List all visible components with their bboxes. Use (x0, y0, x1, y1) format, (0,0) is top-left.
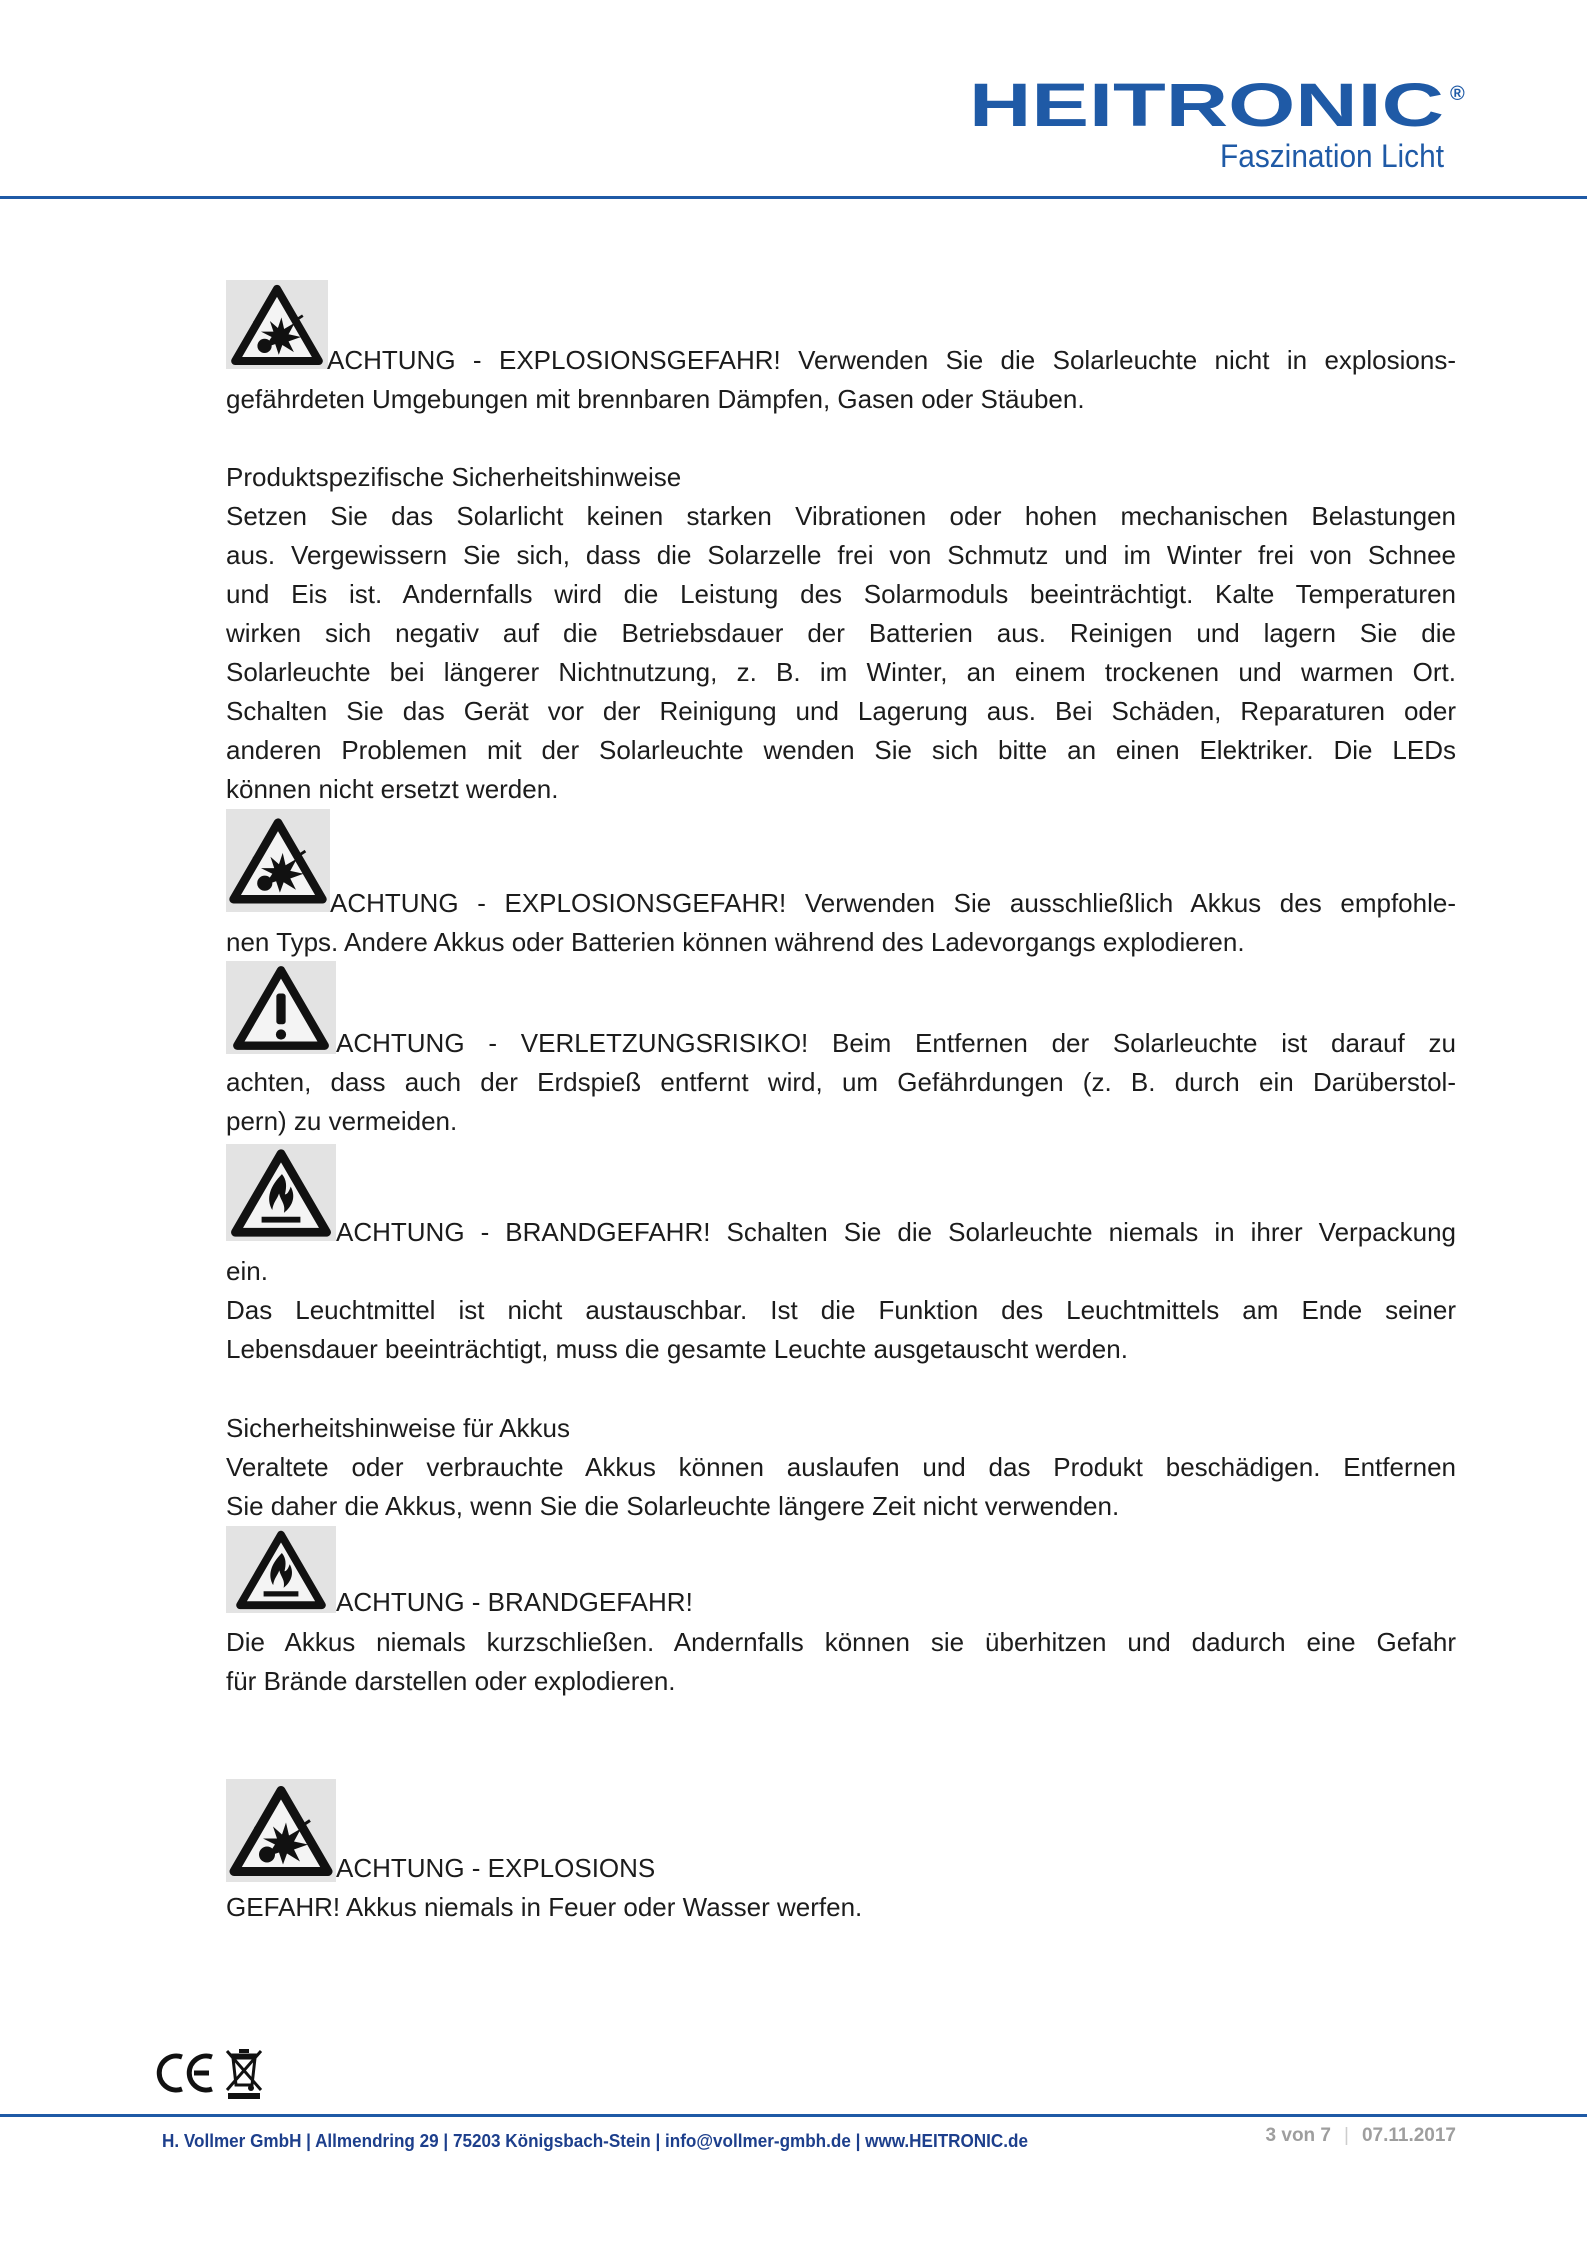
warning-text-line: ACHTUNG - BRANDGEFAHR! Schalten Sie die Solarleuchte niemals in ihrer Verpackung (336, 1217, 1456, 1247)
footer-rule (0, 2114, 1587, 2117)
explosion-hazard-icon (226, 280, 328, 369)
section-heading: Sicherheitshinweise für Akkus (226, 1413, 570, 1443)
paragraph-line: Schalten Sie das Gerät vor der Reinigung und Lagerung aus. Bei Schäden, Reparaturen oder (226, 696, 1456, 726)
paragraph-line: und Eis ist. Andernfalls wird die Leistung des Solarmoduls beeinträchtigt. Kalte Temperaturen (226, 579, 1456, 609)
warning-text-line: GEFAHR! Akkus niemals in Feuer oder Wasser werfen. (226, 1892, 863, 1922)
paragraph-line: Veraltete oder verbrauchte Akkus können auslaufen und das Produkt beschädigen. Entfernen (226, 1452, 1456, 1482)
paragraph-line: Sie daher die Akkus, wenn Sie die Solarleuchte längere Zeit nicht verwenden. (226, 1491, 1120, 1521)
footer-address-text: H. Vollmer GmbH | Allmendring 29 | 75203 Königsbach-Stein | info@vollmer-gmbh.de | www.HEITRONIC.de (162, 2131, 1028, 2151)
fire-hazard-icon (226, 1144, 336, 1241)
explosion-hazard-icon (226, 1779, 336, 1882)
logo-wordmark: HEITRONIC (969, 71, 1444, 139)
registered-mark: ® (1450, 83, 1465, 105)
warning-text-line: achten, dass auch der Erdspieß entfernt wird, um Gefährdungen (z. B. durch ein Darüberstol- (226, 1067, 1456, 1097)
warning-text-line: ACHTUNG - EXPLOSIONSGEFAHR! Verwenden Sie die Solarleuchte nicht in explosions- (327, 345, 1456, 375)
document-date: 07.11.2017 (1361, 2125, 1456, 2146)
logo-tagline: Faszination Licht (1220, 138, 1445, 174)
footer-address (160, 2122, 1040, 2158)
warning-text-line: ACHTUNG - EXPLOSIONS (336, 1853, 656, 1883)
paragraph-line: wirken sich negativ auf die Betriebsdauer der Batterien aus. Reinigen und lagern Sie die (226, 618, 1456, 648)
heitronic-logo (960, 60, 1480, 185)
warning-text-line: gefährdeten Umgebungen mit brennbaren Dämpfen, Gasen oder Stäuben. (226, 384, 1085, 414)
explosion-hazard-icon (226, 809, 330, 912)
fire-hazard-icon (226, 1526, 336, 1613)
paragraph-line: Das Leuchtmittel ist nicht austauschbar. Ist die Funktion des Leuchtmittels am Ende seiner (226, 1295, 1456, 1325)
weee-crossed-bin-icon (222, 2046, 266, 2100)
paragraph-line: können nicht ersetzt werden. (226, 774, 559, 804)
warning-icon (226, 961, 336, 1054)
warning-text-line: Die Akkus niemals kurzschließen. Andernfalls können sie überhitzen und dadurch eine Gefahr (226, 1627, 1456, 1657)
header-rule (0, 196, 1587, 199)
paragraph-line: Setzen Sie das Solarlicht keinen starken Vibrationen oder hohen mechanischen Belastungen (226, 501, 1456, 531)
warning-text-line: für Brände darstellen oder explodieren. (226, 1666, 676, 1696)
warning-text-line: ACHTUNG - VERLETZUNGSRISIKO! Beim Entfernen der Solarleuchte ist darauf zu (336, 1028, 1456, 1058)
paragraph-line: Lebensdauer beeinträchtigt, muss die gesamte Leuchte ausgetauscht werden. (226, 1334, 1128, 1364)
paragraph-line: anderen Problemen mit der Solarleuchte wenden Sie sich bitte an einen Elektriker. Die LEDs (226, 735, 1456, 765)
paragraph-line: aus. Vergewissern Sie sich, dass die Solarzelle frei von Schmutz und im Winter frei von Schnee (226, 540, 1456, 570)
warning-text-line: pern) zu vermeiden. (226, 1106, 458, 1136)
warning-text-line: ACHTUNG - BRANDGEFAHR! (336, 1587, 693, 1617)
ce-mark-icon (155, 2051, 217, 2095)
warning-text-line: ACHTUNG - EXPLOSIONSGEFAHR! Verwenden Sie ausschließlich Akkus des empfohle- (330, 888, 1456, 918)
section-heading: Produktspezifische Sicherheitshinweise (226, 462, 682, 492)
page-number: 3 von 7 (1265, 2125, 1332, 2146)
paragraph-line: Solarleuchte bei längerer Nichtnutzung, z. B. im Winter, an einem trockenen und warmen Ort. (226, 657, 1456, 687)
page-info-separator: | (1344, 2125, 1349, 2146)
warning-text-line: nen Typs. Andere Akkus oder Batterien können während des Ladevorgangs explodieren. (226, 927, 1245, 957)
page-info (1176, 2124, 1456, 2148)
warning-text-line: ein. (226, 1256, 268, 1286)
